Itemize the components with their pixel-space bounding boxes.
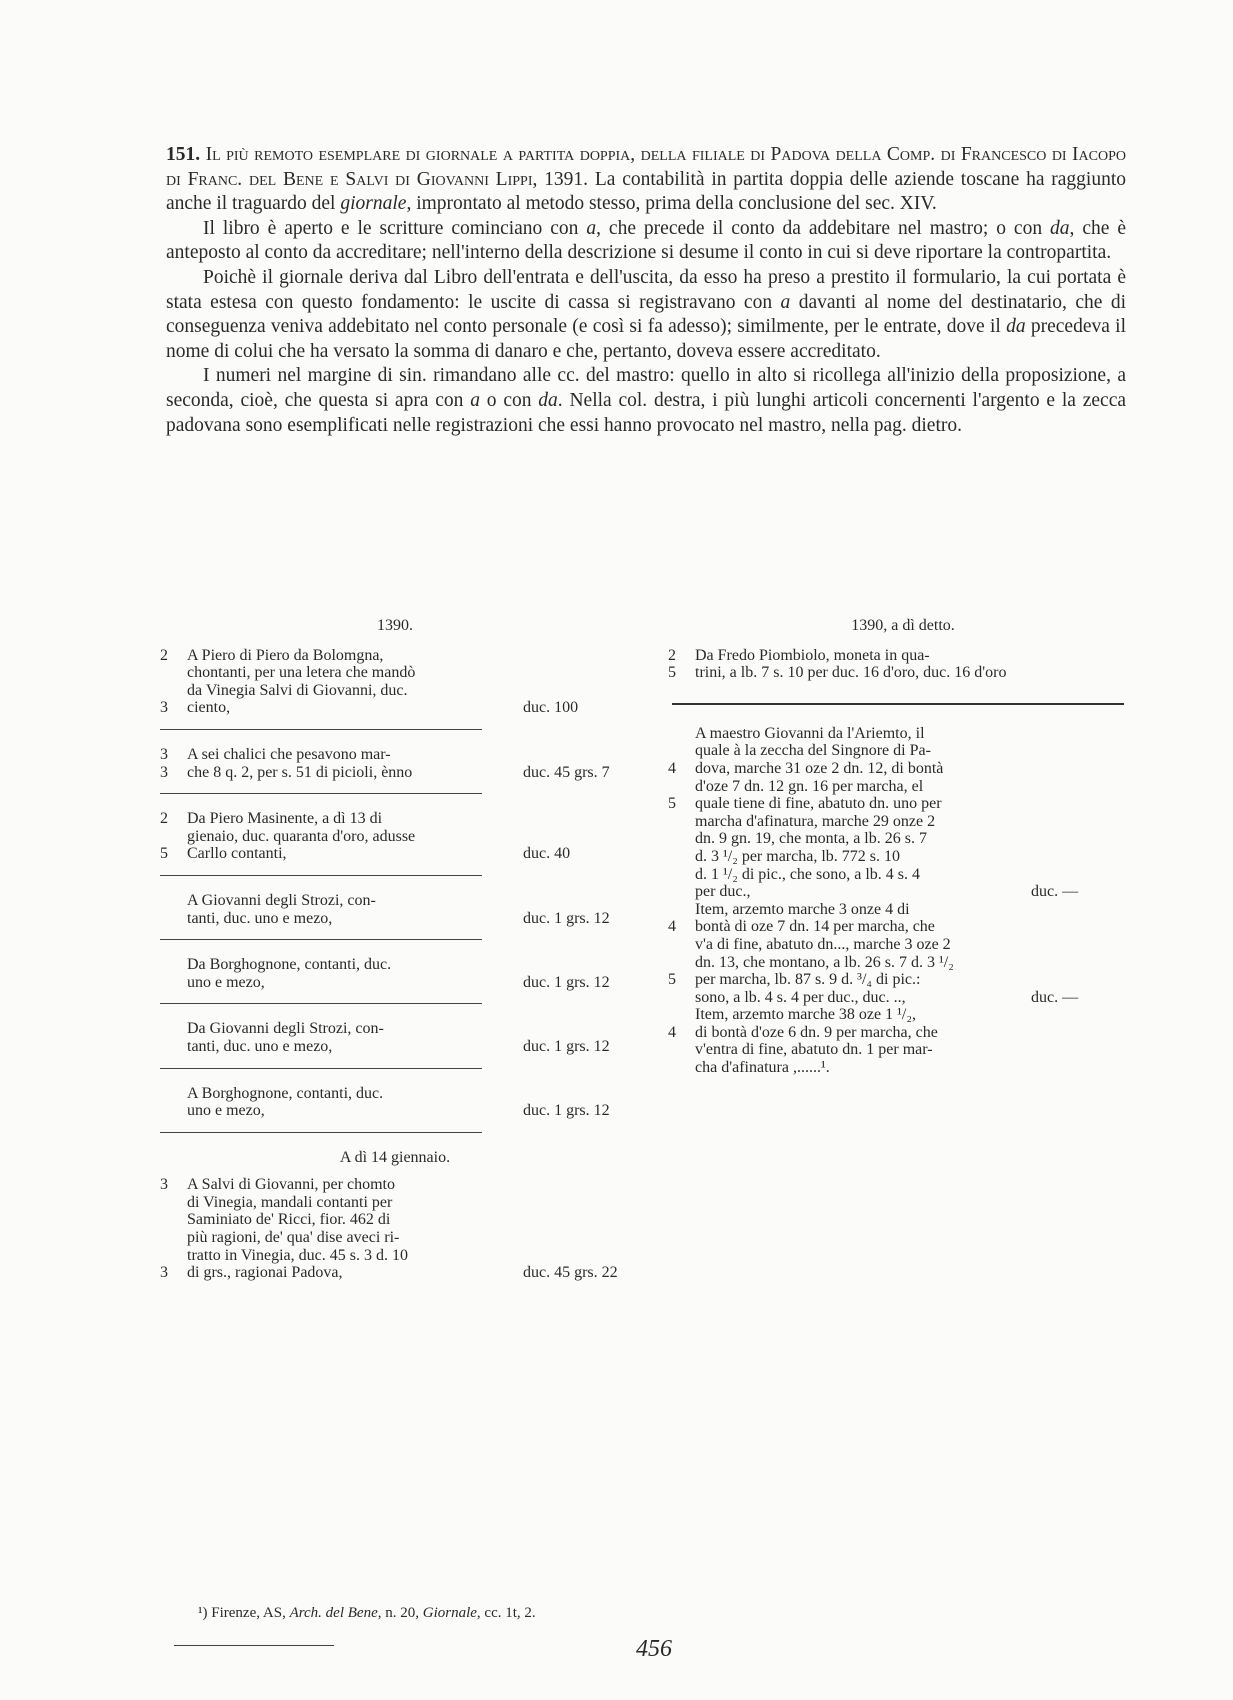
- entry-line: [668, 795, 1138, 813]
- entry-line: [160, 1264, 630, 1282]
- entry-line: [695, 1059, 1138, 1077]
- entry-text: gienaio, duc. quaranta d'oro, adusse: [187, 827, 416, 845]
- entry-line: [695, 901, 1138, 919]
- entry-line: [695, 742, 1138, 760]
- margin-number: 2: [668, 646, 676, 664]
- entry-text: d'oze 7 dn. 12 gn. 16 per marcha, el: [695, 777, 924, 795]
- left-last-entry: [160, 1176, 630, 1282]
- margin-number: 3: [160, 699, 168, 717]
- entry-line: [160, 763, 630, 782]
- p1-b: , improntato al metodo stesso, prima della conclusione del sec. XIV.: [406, 193, 937, 215]
- entry-text: quale à la zecchа del Singnore di Pa-: [695, 742, 931, 760]
- p1-em: giornale: [340, 193, 407, 215]
- entry-text: d. 3 ¹/₂ per marcha, lb. 772 s. 10: [695, 847, 900, 865]
- journal-entry: [160, 1085, 630, 1120]
- margin-number: 3: [160, 1264, 168, 1282]
- entry-line: [187, 1229, 630, 1247]
- footnote-rule: [174, 1645, 334, 1646]
- p4-c: . Nella col. destra, i più lunghi articoli concernenti l'argento e la zecca padovana sono esemplificati nelle registrazioni che essi hanno provocato nel mastro, nella pag. dietro.: [166, 389, 1127, 436]
- entry-line: [187, 1194, 630, 1212]
- entry-amount: duc. 1 grs. 12: [523, 973, 610, 991]
- left-subtitle: A dì 14 giennaio.: [339, 1148, 451, 1166]
- right-journal-column: [668, 617, 1138, 1077]
- entry-text: A Piero di Piero da Bolomgna,: [187, 646, 384, 664]
- p3-c: precedeva il nome di colui che ha versato la somma di danaro e che, pertanto, doveva essere accreditato.: [166, 316, 1126, 362]
- journal-entry: [160, 647, 630, 717]
- entry-divider: [160, 1132, 482, 1133]
- footnote-a: Firenze, AS,: [211, 1605, 290, 1621]
- entry-text: A maestro Giovanni da l'Ariemto, il: [695, 724, 925, 742]
- margin-number: 5: [668, 971, 676, 989]
- entry-text: Da Giovanni degli Strozi, con-: [187, 1020, 384, 1038]
- entry-text: ciento,: [187, 699, 231, 717]
- margin-number: 2: [160, 646, 168, 664]
- entry-line: [695, 725, 1138, 743]
- journal-entry: [160, 746, 630, 781]
- entry-text: più ragioni, de' qua' dise aveci ri-: [187, 1229, 400, 1247]
- entry-line: [187, 1247, 630, 1265]
- entry-text: che 8 q. 2, per s. 51 di picioli, ènno: [187, 763, 413, 781]
- left-journal-column: [160, 617, 630, 1282]
- entry-divider: [160, 939, 482, 940]
- entry-amount: duc. 1 grs. 12: [523, 1037, 610, 1055]
- entry-text: trini, a lb. 7 s. 10 per duc. 16 d'oro, duc. 16 d'oro: [695, 664, 1007, 682]
- entry-text: Da Borghognone, contanti, duc.: [187, 956, 392, 974]
- entry-line: [668, 646, 1138, 665]
- entry-line: [695, 830, 1138, 848]
- entry-amount: duc. 1 grs. 12: [523, 909, 610, 927]
- entry-line: [695, 954, 1138, 972]
- entry-text: di grs., ragionai Padova,: [187, 1264, 343, 1282]
- p1-a: La contabilità in partita doppia delle aziende toscane ha raggiunto anche il traguardo del: [166, 168, 1127, 215]
- footnote-em1: Arch. del Bene: [289, 1605, 378, 1621]
- entry-text: uno e mezo,: [187, 1102, 265, 1120]
- entry-line: [668, 759, 1138, 778]
- footnote-mark: ¹): [198, 1605, 208, 1621]
- margin-number: 2: [160, 810, 168, 828]
- journal-entry: [160, 956, 630, 991]
- entry-line: [695, 989, 1138, 1007]
- entry-text: Item, arzemto marche 3 onze 4 di: [695, 900, 910, 918]
- margin-number: 5: [668, 795, 676, 813]
- journal-entry: [160, 892, 630, 927]
- entry-line: [695, 1006, 1138, 1024]
- entry-text: Saminiato de' Ricci, fior. 462 di: [187, 1211, 391, 1229]
- entry-line: [668, 664, 1138, 682]
- entry-line: [695, 778, 1138, 796]
- margin-number: 5: [160, 845, 168, 863]
- left-entries: [160, 647, 630, 1133]
- entry-text: d. 1 ¹/₂ di pic., che sono, a lb. 4 s. 4: [695, 865, 921, 883]
- entry-line: [187, 910, 630, 928]
- entry-line: [187, 664, 630, 682]
- entry-text: v'a di fine, abatuto dn..., marche 3 oze 2: [695, 935, 951, 953]
- entry-text: di Vinegia, mandali contanti per: [187, 1193, 393, 1211]
- entry-line: [695, 813, 1138, 831]
- entry-line: [160, 745, 630, 764]
- entry-line: [187, 682, 630, 700]
- entry-divider: [160, 729, 482, 730]
- entry-divider: [160, 1003, 482, 1004]
- entry-text: Da Fredo Piombiolo, moneta in qua-: [695, 646, 930, 664]
- entry-line: [187, 1102, 630, 1120]
- p3-a: Poichè il giornale deriva dal Libro dell'entrata e dell'uscita, da esso ha preso a prestito il formulario, la cui portata è stata estesa con questo fondamento: le uscite di cassa si registravano con: [166, 266, 1126, 313]
- p3-b: davanti al nome del destinatario, che di conseguenza veniva addebitato nel conto personale (e così si fa adesso); similmente, per le entrate, dove il: [166, 291, 1126, 338]
- right-divider: [672, 703, 1124, 705]
- page-number: 456: [636, 1636, 672, 1662]
- entry-text: tanti, duc. uno e mezo,: [187, 909, 333, 927]
- p3-em1: a: [780, 291, 791, 313]
- entry-line: [695, 848, 1138, 866]
- p2-b: , che precede il conto da addebitare nel mastro; o con: [596, 217, 1051, 239]
- intro-text: [166, 143, 1126, 438]
- entry-text: per marcha, lb. 87 s. 9 d. ³/₄ di pic.:: [695, 971, 921, 989]
- margin-number: 3: [160, 1176, 168, 1194]
- entry-line: [695, 936, 1138, 954]
- entry-line: [695, 866, 1138, 884]
- entry-text: quale tiene di fine, abatuto dn. uno per: [695, 795, 942, 813]
- entry-amount: duc. 45 grs. 7: [523, 763, 610, 781]
- entry-divider: [160, 1068, 482, 1069]
- left-column-title: 1390.: [377, 617, 413, 634]
- entry-line: [187, 956, 630, 974]
- margin-number: 3: [160, 745, 168, 763]
- entry-line: [160, 646, 630, 665]
- entry-line: [187, 1085, 630, 1103]
- p3-em2: da: [1006, 316, 1026, 338]
- entry-line: [668, 971, 1138, 989]
- entry-text: cha d'afinatura ,......¹.: [695, 1059, 830, 1077]
- p4-em1: a: [470, 389, 480, 411]
- entry-text: di bontà d'oze 6 dn. 9 per marcha, che: [695, 1023, 938, 1041]
- entry-line: [668, 918, 1138, 936]
- entry-amount: duc. 40: [523, 845, 571, 863]
- entry-text: uno e mezo,: [187, 973, 265, 991]
- p2-c: , che è anteposto al conto da accreditare; nell'interno della descrizione si desume il conto in cui si deve riportare la contropartita.: [166, 217, 1127, 264]
- entry-line: [187, 974, 630, 992]
- entry-text: dn. 9 gn. 19, che monta, a lb. 26 s. 7: [695, 830, 927, 848]
- margin-number: 4: [668, 759, 676, 777]
- entry-divider: [160, 875, 482, 876]
- journal-entry: [668, 647, 1138, 682]
- right-entry-2: [668, 725, 1138, 1077]
- p2-a: Il libro è aperto e le scritture cominciano con: [203, 217, 587, 239]
- entry-line: [187, 1020, 630, 1038]
- entry-amount: duc. 1 grs. 12: [523, 1102, 610, 1120]
- entry-number: 151.: [166, 144, 201, 165]
- entry-text: A sei chalici che pesavono mar-: [187, 745, 391, 763]
- p4-b: o con: [479, 389, 539, 411]
- entry-line: [187, 1211, 630, 1229]
- journal-entry: [668, 725, 1138, 1077]
- entry-line: [160, 845, 630, 863]
- entry-text: A Borghognone, contanti, duc.: [187, 1084, 384, 1102]
- footnote-b: , n. 20,: [377, 1605, 423, 1621]
- entry-text: A Salvi di Giovanni, per chomto: [187, 1176, 395, 1194]
- entry-text: tratto in Vinegia, duc. 45 s. 3 d. 10: [187, 1246, 408, 1264]
- entry-text: v'entra di fine, abatuto dn. 1 per mar-: [695, 1041, 933, 1059]
- entry-line: [160, 699, 630, 717]
- entry-divider: [160, 793, 482, 794]
- journal-entry: [160, 1020, 630, 1055]
- entry-text: bontà di oze 7 dn. 14 per marcha, che: [695, 918, 935, 936]
- entry-line: [695, 883, 1138, 901]
- entry-line: [160, 1176, 630, 1194]
- margin-number: 4: [668, 918, 676, 936]
- p4-em2: da: [538, 389, 558, 411]
- entry-title: Il più remoto esemplare di giornale a partita doppia, della filiale di Padova della Comp. di Francesco di Iacopo di Franc. del Bene e Salvi di Giovanni Lippi, 1391.: [166, 144, 1127, 190]
- entry-text: per duc.,: [695, 883, 751, 901]
- entry-amount: duc. 45 grs. 22: [523, 1264, 618, 1282]
- entry-text: A Giovanni degli Strozi, con-: [187, 891, 376, 909]
- footnote: [198, 1605, 536, 1622]
- journal-entry: [160, 810, 630, 863]
- entry-text: tanti, duc. uno e mezo,: [187, 1037, 333, 1055]
- margin-number: 4: [668, 1023, 676, 1041]
- margin-number: 5: [668, 664, 676, 682]
- entry-text: marcha d'afinatura, marche 29 onze 2: [695, 812, 936, 830]
- entry-text: sono, a lb. 4 s. 4 per duc., duc. ..,: [695, 988, 906, 1006]
- entry-line: [668, 1023, 1138, 1042]
- footnote-c: , cc. 1t, 2.: [476, 1605, 536, 1621]
- entry-amount: duc. —: [1031, 883, 1079, 901]
- entry-text: dova, marche 31 oze 2 dn. 12, di bontà: [695, 759, 944, 777]
- entry-text: Carllo contanti,: [187, 845, 287, 863]
- footnote-em2: Giornale: [422, 1605, 477, 1621]
- entry-text: chontanti, per una letera che mandò: [187, 664, 416, 682]
- p2-em2: da: [1050, 217, 1070, 239]
- entry-line: [187, 892, 630, 910]
- entry-text: Item, arzemto marche 38 oze 1 ¹/₂,: [695, 1006, 916, 1024]
- p4-a: I numeri nel margine di sin. rimandano alle cc. del mastro: quello in alto si ricollega all'inizio della proposizione, a seconda, cioè, che questa si apra con: [166, 365, 1126, 411]
- entry-text: Da Piero Masinente, a dì 13 di: [187, 810, 383, 828]
- entry-line: [160, 810, 630, 828]
- right-column-title: 1390, a dì detto.: [851, 617, 955, 634]
- entry-amount: duc. —: [1031, 988, 1079, 1006]
- entry-line: [695, 1041, 1138, 1059]
- entry-line: [187, 828, 630, 846]
- margin-number: 3: [160, 763, 168, 781]
- entry-amount: duc. 100: [523, 699, 579, 717]
- entry-text: dn. 13, che montano, a lb. 26 s. 7 d. 3 ¹/₂: [695, 953, 954, 971]
- p2-em1: a: [586, 217, 597, 239]
- right-entry-1: [668, 647, 1138, 682]
- entry-text: da Vinegia Salvi di Giovanni, duc.: [187, 681, 408, 699]
- journal-entry: [160, 1176, 630, 1282]
- entry-line: [187, 1038, 630, 1056]
